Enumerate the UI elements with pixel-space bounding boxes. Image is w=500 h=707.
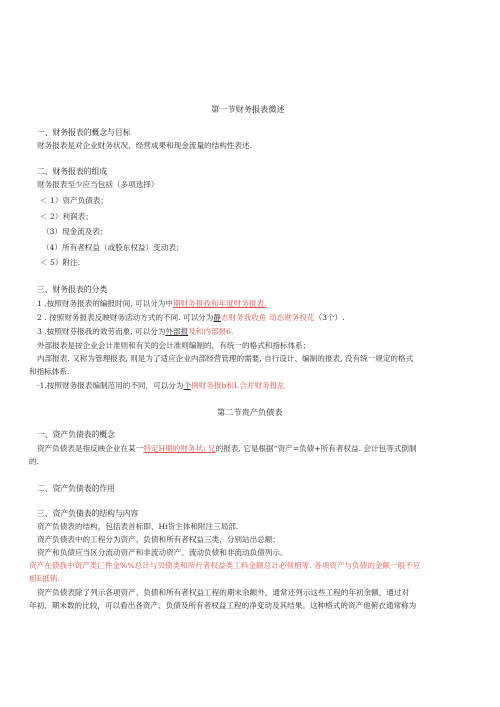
balance-concept-line-2: 的. — [29, 457, 40, 466]
heading-balance-concept: 一、资产负债表的概念 — [37, 430, 115, 439]
classification-4-red: 例财务报b和I.合并财务报乩 — [191, 381, 285, 390]
section1-title: 第一节财务报表微述 — [211, 104, 285, 114]
structure-line-2: 资产负债表中的工程分为资产、负债和所有者权益三类，分别站出总额； — [37, 535, 280, 544]
balance-concept-red: 特定H期的财务状; 兄 — [143, 444, 216, 453]
balance-concept-text: 资产负债表是指反映企业在某一 — [37, 444, 144, 453]
list-item: ＜ 2）利润表； — [40, 212, 93, 221]
structure-red-line-1: 资产在债我中资产类匚件金%%总计与贝债类和所行者权益类工料金额总计必须相等. 各项资产与负债的金额一般不应 — [29, 561, 421, 570]
classification-3-red: 及和内部报6. — [188, 327, 234, 336]
classification-1-text: 1 ,按照财务报表的编报时间, 可以分为中 — [37, 299, 173, 308]
classification-2-red: 态财务我收魚 动态财务投花 — [220, 313, 315, 322]
classification-4 — [37, 381, 285, 391]
heading-composition: 二、财务报表的组成 — [37, 167, 108, 176]
structure-last-line-1: 资产负债表除了列示各项资产、负债和所有者权益工程的期末余额外，通常还列示这些工程的年初余额，通过对 — [37, 588, 410, 597]
structure-line-3: 资产和负债应当区分流动资产和非流动资产、流动负债和非流动负债列示。 — [37, 548, 288, 557]
heading-concept: 一、财务报表的概念与目标 — [37, 128, 131, 137]
heading-balance-structure: 三、资产负债表的结构与内容 — [37, 509, 139, 518]
list-item: ＜ 1）资产负债表； — [40, 196, 108, 205]
external-report-paragraph: 外部报表是按企业会计准则和有关的会计准则编制的，有统一的格式和指标体系； — [37, 341, 311, 350]
internal-report-line-1: 内部报表. 又称为管理报表, 则是为了适应企业内部经营管理的需要, 自行设计、编制的报表, 没有统一规定的格式 — [37, 354, 414, 363]
list-item: ＜ 5）附注. — [40, 258, 81, 267]
composition-intro: 财务报表至少应当包括（多项选择） — [37, 180, 159, 189]
balance-concept-line-1 — [37, 444, 417, 454]
classification-4-text: -1.按照财务报表编制范用的不同，可以分为 — [37, 381, 184, 390]
internal-report-line-2: 和指标体系. — [29, 367, 70, 376]
classification-1 — [37, 299, 267, 309]
classification-2-underline: 静 — [213, 313, 221, 322]
classification-4-underline: 个 — [183, 381, 192, 390]
classification-2-suffix: （3个）. — [314, 313, 345, 322]
section2-title: 第二节贵产负债表 — [217, 407, 283, 417]
classification-3-underline: 外部报 — [165, 327, 189, 336]
classification-2 — [37, 313, 345, 323]
classification-3-text: 3 ,按照财芬报我的效劳而象, 可以分为 — [37, 327, 166, 336]
heading-classification: 三、财务报表的分类 — [37, 285, 108, 294]
structure-red-line-2: 相E抵销. — [29, 574, 60, 583]
classification-2-text: 2 . 按照财务报表反映财务活动方式的不同. 可以分为 — [37, 313, 214, 322]
list-item: （4）所有者权益（或股东权益）变动表； — [42, 243, 184, 252]
balance-concept-suffix: 的报表, 它是根据“资产=负债+所有者权益. 会计包等式倒制 — [215, 444, 417, 453]
classification-3 — [37, 327, 233, 337]
structure-last-line-2: 年初、期末数的比较，可以看出各资产、负债及所有者权益工程的净变动及其结果。这种格式的资产他俯衣通常称为 — [29, 601, 417, 610]
structure-line-1: 资产负债表的结构，包括表首标即、Hi货主体和附注三局部. — [37, 522, 239, 531]
paragraph-concept: 财务报表是对企业财务状况、经营成果和现金流量的结构性表述. — [37, 141, 253, 150]
list-item: （3）现金流及表； — [42, 227, 108, 236]
classification-1-red: 期财务报孜和年度财务报表. — [173, 299, 267, 308]
heading-balance-role: 二、资产负债表的作用 — [37, 484, 115, 493]
